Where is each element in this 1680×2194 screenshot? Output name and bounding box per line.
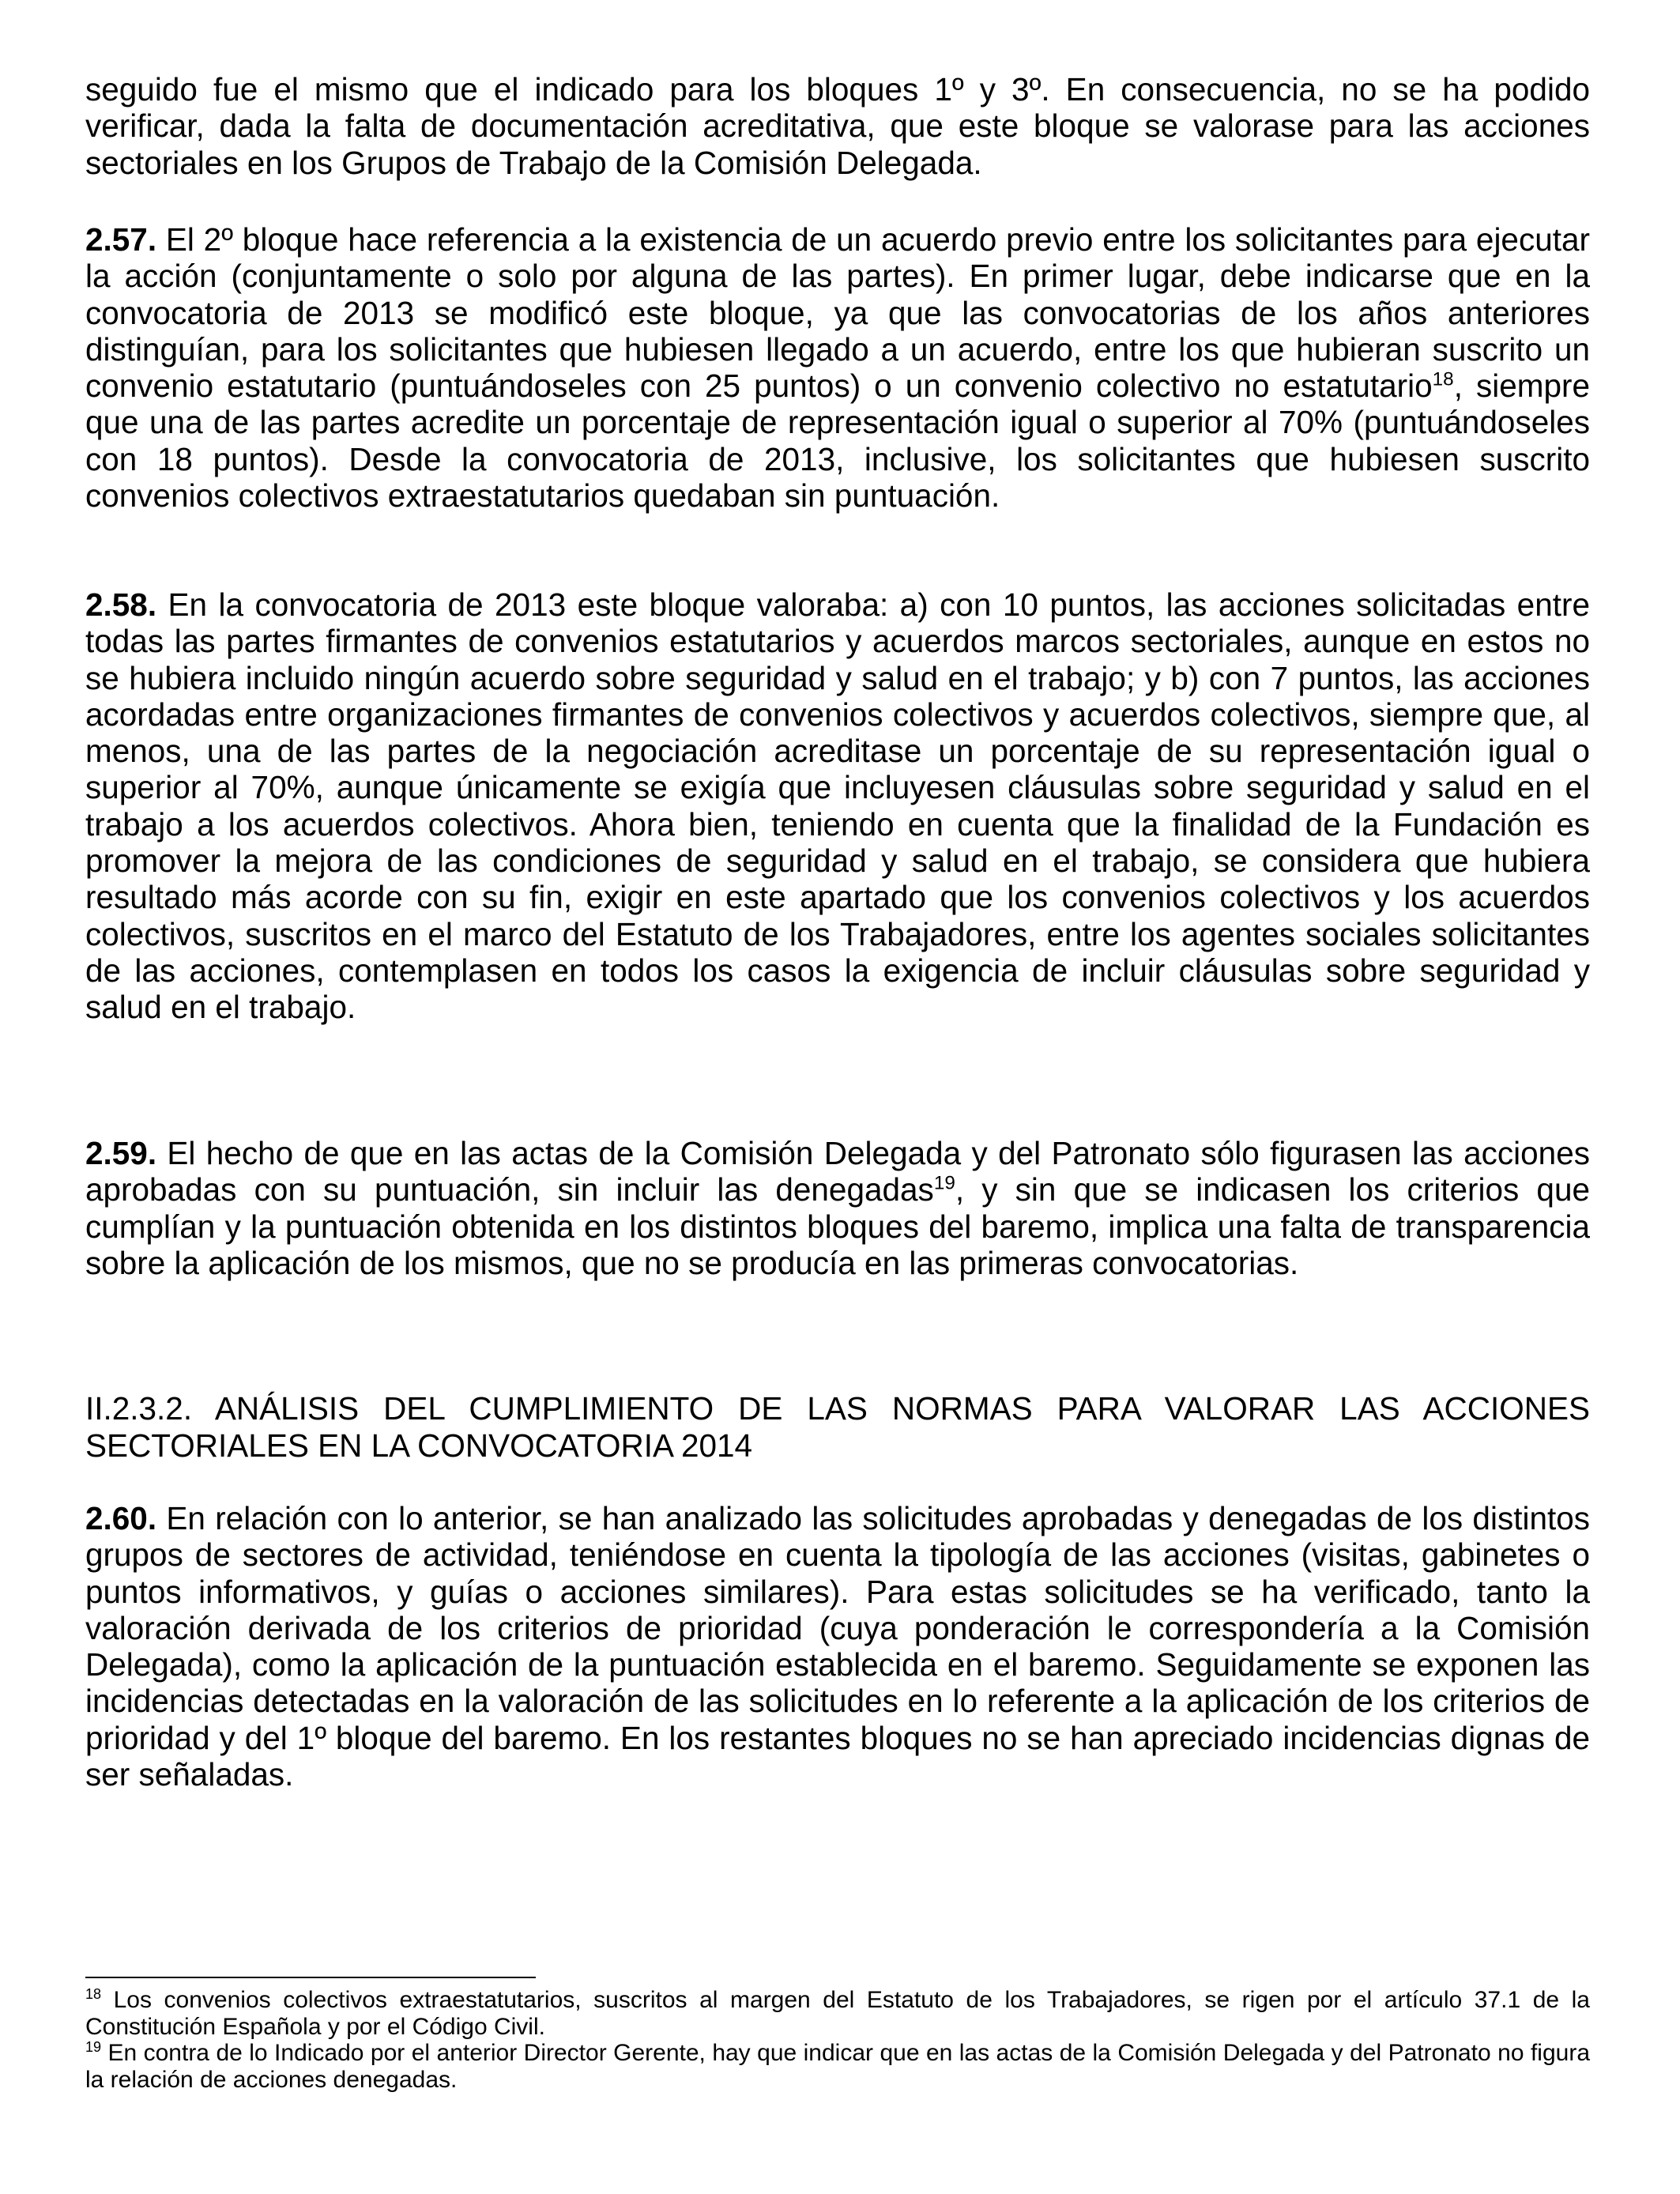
paragraph-2-60: [85, 1500, 1590, 1793]
paragraph-text: seguido fue el mismo que el indicado para los bloques 1º y 3º. En consecuencia, no se ha podido verificar, dada la falta de documentación acreditativa, que este bloque se valorase para las acciones sectoriales en los Grupos de Trabajo de la Comisión Delegada.: [85, 71, 1590, 181]
footnote-text: En contra de lo Indicado por el anterior Director Gerente, hay que indicar que en las actas de la Comisión Delegada y del Patronato no figura la relación de acciones denegadas.: [85, 2040, 1590, 2093]
footnote-18: [85, 1987, 1590, 2040]
paragraph-number: 2.58.: [85, 586, 157, 623]
section-heading: II.2.3.2. ANÁLISIS DEL CUMPLIMIENTO DE LAS NORMAS PARA VALORAR LAS ACCIONES SECTORIALES EN LA CONVOCATORIA 2014: [85, 1390, 1590, 1464]
paragraph-text: El 2º bloque hace referencia a la existencia de un acuerdo previo entre los solicitantes para ejecutar la acción (conjuntamente o solo por alguna de las partes). En primer lugar, debe indicarse que en la convocatoria de 2013 se modificó este bloque, ya que las convocatorias de los años anteriores distinguían, para los solicitantes que hubiesen llegado a un acuerdo, entre los que hubieran suscrito un convenio estatutario (puntuándoseles con 25 puntos) o un convenio colectivo no estatutario: [85, 221, 1590, 405]
paragraph-text: El hecho de que en las actas de la Comisión Delegada y del Patronato sólo figurasen las acciones aprobadas con su puntuación, sin incluir las denegadas: [85, 1135, 1590, 1208]
paragraph-text: En la convocatoria de 2013 este bloque valoraba: a) con 10 puntos, las acciones solicitadas entre todas las partes firmantes de convenios estatutarios y acuerdos marcos sectoriales, aunque en estos no se hubiera incluido ningún acuerdo sobre seguridad y salud en el trabajo; y b) con 7 puntos, las acciones acordadas entre organizaciones firmantes de convenios colectivos y acuerdos colectivos, siempre que, al menos, una de las partes de la negociación acreditase un porcentaje de su representación igual o superior al 70%, aunque únicamente se exigía que incluyesen cláusulas sobre seguridad y salud en el trabajo a los acuerdos colectivos. Ahora bien, teniendo en cuenta que la finalidad de la Fundación es promover la mejora de las condiciones de seguridad y salud en el trabajo, se considera que hubiera resultado más acorde con su fin, exigir en este apartado que los convenios colectivos y los acuerdos colectivos, suscritos en el marco del Estatuto de los Trabajadores, entre los agentes sociales solicitantes de las acciones, contemplasen en todos los casos la exigencia de incluir cláusulas sobre seguridad y salud en el trabajo.: [85, 586, 1590, 1026]
paragraph-number: 2.57.: [85, 221, 157, 258]
paragraph-number: 2.60.: [85, 1500, 157, 1536]
paragraph-number: 2.59.: [85, 1135, 157, 1171]
footnote-ref-19: 19: [933, 1172, 955, 1194]
paragraph-2-59: [85, 1135, 1590, 1281]
paragraph-text: En relación con lo anterior, se han analizado las solicitudes aprobadas y denegadas de los distintos grupos de sectores de actividad, teniéndose en cuenta la tipología de las acciones (visitas, gabinetes o puntos informativos, y guías o acciones similares). Para estas solicitudes se ha verificado, tanto la valoración derivada de los criterios de prioridad (cuya ponderación le correspondería a la Comisión Delegada), como la aplicación de la puntuación establecida en el baremo. Seguidamente se exponen las incidencias detectadas en la valoración de las solicitudes en lo referente a la aplicación de los criterios de prioridad y del 1º bloque del baremo. En los restantes bloques no se han apreciado incidencias dignas de ser señaladas.: [85, 1500, 1590, 1793]
footnote-19: [85, 2040, 1590, 2093]
footnote-number: 19: [85, 2039, 102, 2055]
footnote-number: 18: [85, 1986, 102, 2002]
footnote-text: Los convenios colectivos extraestatutarios, suscritos al margen del Estatuto de los Trabajadores, se rigen por el artículo 37.1 de la Constitución Española y por el Código Civil.: [85, 1987, 1590, 2040]
paragraph-2-57: [85, 221, 1590, 514]
paragraph-2-58: [85, 586, 1590, 1026]
paragraph-text: , y sin que se indicasen los criterios que cumplían y la puntuación obtenida en los distintos bloques del baremo, implica una falta de transparencia sobre la aplicación de los mismos, que no se producía en las primeras convocatorias.: [85, 1171, 1590, 1281]
paragraph-text: , siempre que una de las partes acredite un porcentaje de representación igual o superior al 70% (puntuándoseles con 18 puntos). Desde la convocatoria de 2013, inclusive, los solicitantes que hubiesen suscrito convenios colectivos extraestatutarios quedaban sin puntuación.: [85, 368, 1590, 515]
footnote-ref-18: 18: [1432, 368, 1454, 390]
document-page: [85, 71, 1590, 2158]
footnote-divider: [85, 1977, 536, 1978]
paragraph-continuation: [85, 71, 1590, 181]
